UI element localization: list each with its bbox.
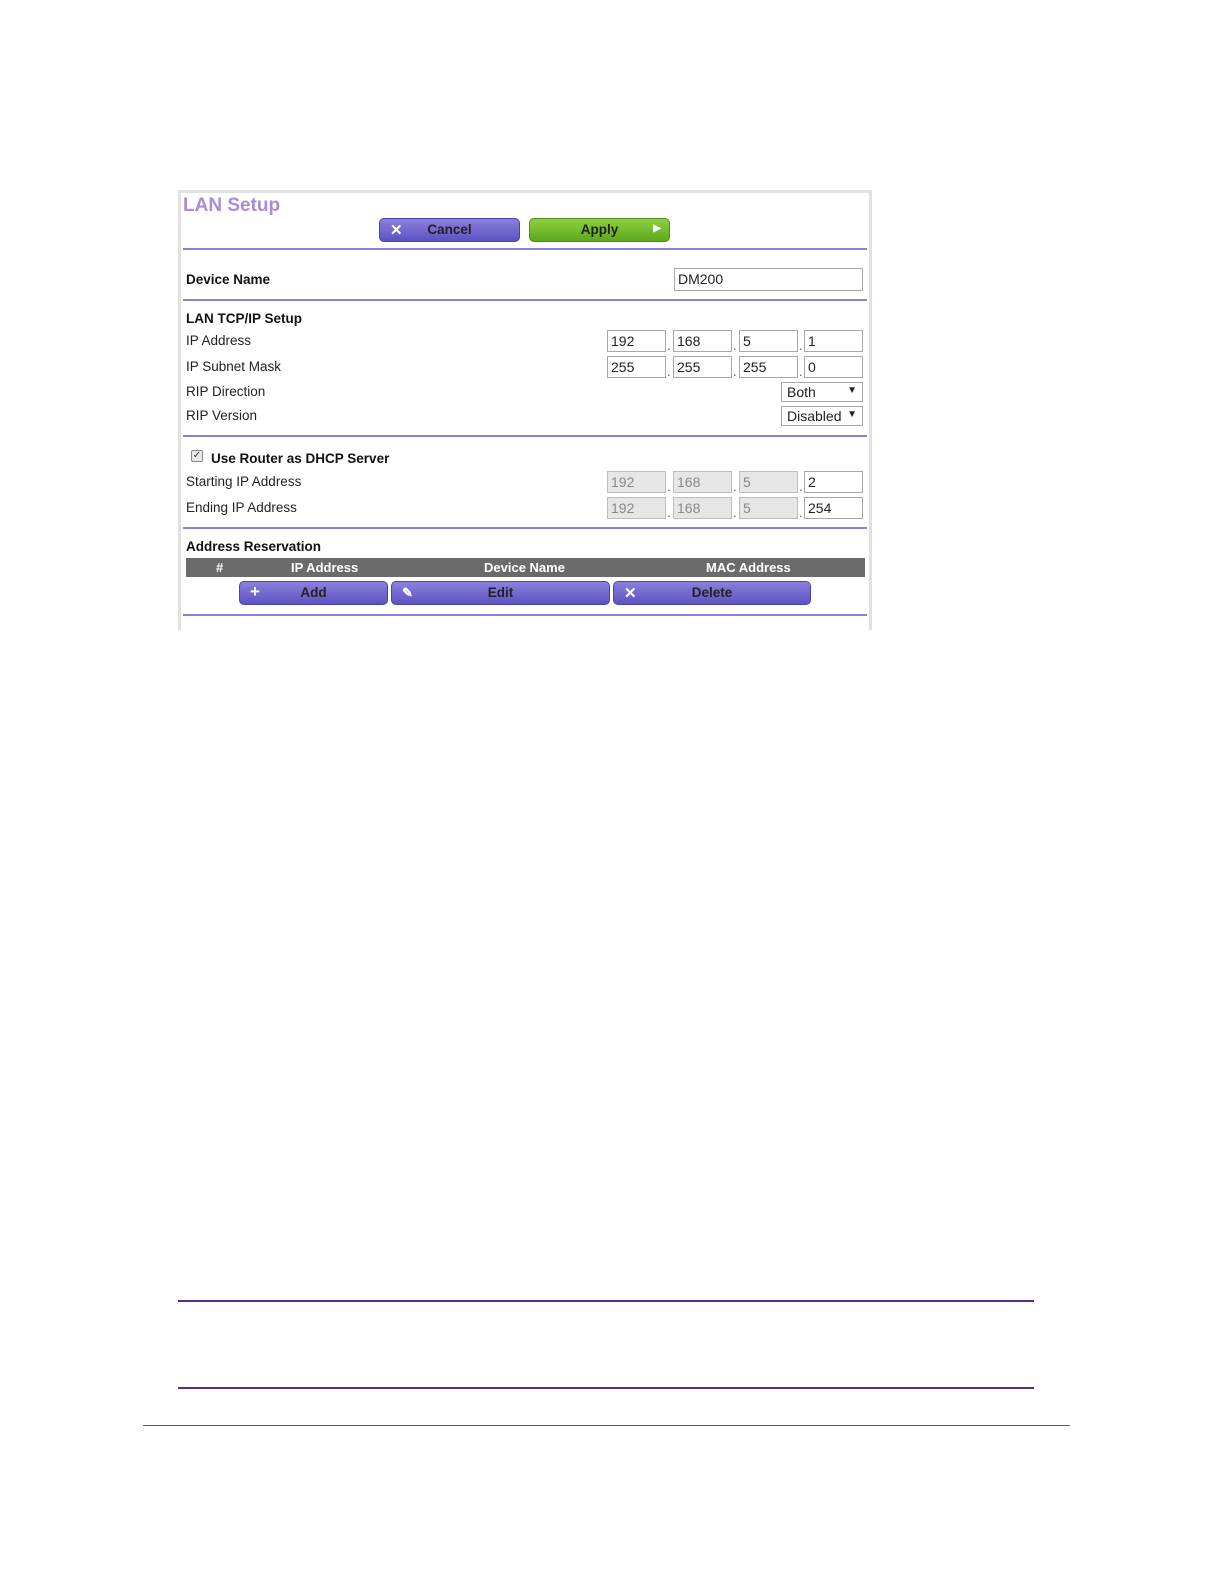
pencil-icon: ✎ (402, 585, 413, 600)
ending-ip-octet-4[interactable]: 254 (804, 497, 863, 519)
device-name-label: Device Name (186, 272, 271, 287)
starting-ip-octet-2: 168 (673, 471, 732, 493)
octet-dot: . (733, 338, 737, 353)
ending-ip-label: Ending IP Address (186, 500, 297, 515)
subnet-mask-octet-4[interactable]: 0 (804, 356, 863, 378)
ending-ip-octet-1: 192 (607, 497, 666, 519)
rip-version-value: Disabled (787, 408, 842, 424)
close-icon: ✕ (390, 222, 403, 239)
octet-dot: . (667, 505, 671, 520)
rip-version-label: RIP Version (186, 408, 258, 423)
page-title: LAN Setup (183, 195, 281, 216)
cancel-button-label: Cancel (427, 222, 472, 237)
device-name-input[interactable]: DM200 (674, 268, 863, 291)
plus-icon: + (250, 582, 260, 601)
octet-dot: . (799, 505, 803, 520)
rip-direction-select[interactable] (781, 382, 863, 402)
page-rule (178, 1387, 1034, 1389)
divider (183, 299, 867, 301)
dhcp-server-label: Use Router as DHCP Server (211, 451, 390, 466)
octet-dot: . (799, 364, 803, 379)
ip-address-octet-1[interactable]: 192 (607, 330, 666, 352)
divider (183, 435, 867, 437)
octet-dot: . (799, 338, 803, 353)
page-rule (178, 1300, 1034, 1302)
cancel-button[interactable] (379, 218, 520, 242)
octet-dot: . (667, 338, 671, 353)
column-header-mac-address: MAC Address (706, 560, 791, 575)
arrow-right-icon: ▶ (653, 223, 661, 234)
lan-tcpip-heading: LAN TCP/IP Setup (186, 311, 303, 326)
octet-dot: . (733, 505, 737, 520)
delete-button[interactable] (613, 581, 811, 605)
rip-version-select[interactable] (781, 406, 863, 426)
ending-ip-octet-3: 5 (739, 497, 798, 519)
octet-dot: . (733, 479, 737, 494)
starting-ip-octet-1: 192 (607, 471, 666, 493)
delete-button-label: Delete (691, 585, 733, 600)
starting-ip-octet-3: 5 (739, 471, 798, 493)
octet-dot: . (733, 364, 737, 379)
divider (183, 614, 867, 616)
rip-direction-label: RIP Direction (186, 384, 266, 399)
subnet-mask-octet-2[interactable]: 255 (673, 356, 732, 378)
apply-button[interactable] (529, 218, 670, 242)
ip-address-octet-4[interactable]: 1 (804, 330, 863, 352)
octet-dot: . (667, 364, 671, 379)
column-header-device-name: Device Name (484, 560, 565, 575)
edit-button[interactable] (391, 581, 610, 605)
lan-setup-screenshot (178, 190, 872, 630)
starting-ip-octet-4[interactable]: 2 (804, 471, 863, 493)
ip-address-octet-3[interactable]: 5 (739, 330, 798, 352)
octet-dot: . (667, 479, 671, 494)
subnet-mask-label: IP Subnet Mask (186, 359, 282, 374)
octet-dot: . (799, 479, 803, 494)
dropdown-arrow-icon: ▼ (847, 385, 857, 396)
column-header-ip-address: IP Address (291, 560, 359, 575)
reservation-table-header (186, 558, 865, 577)
footer-rule (143, 1425, 1070, 1426)
ip-address-octet-2[interactable]: 168 (673, 330, 732, 352)
dhcp-server-checkbox[interactable]: ✓ (192, 450, 202, 461)
ip-address-label: IP Address (186, 333, 252, 348)
add-button[interactable] (239, 581, 388, 605)
close-icon: ✕ (624, 585, 637, 602)
subnet-mask-octet-3[interactable]: 255 (739, 356, 798, 378)
rip-direction-value: Both (787, 384, 816, 400)
address-reservation-heading: Address Reservation (186, 539, 322, 554)
divider (183, 248, 867, 250)
dropdown-arrow-icon: ▼ (847, 409, 857, 420)
subnet-mask-octet-1[interactable]: 255 (607, 356, 666, 378)
divider (183, 527, 867, 529)
starting-ip-label: Starting IP Address (186, 474, 302, 489)
edit-button-label: Edit (487, 585, 514, 600)
column-header-index: # (216, 560, 224, 575)
add-button-label: Add (300, 585, 327, 600)
apply-button-label: Apply (580, 222, 619, 237)
ending-ip-octet-2: 168 (673, 497, 732, 519)
